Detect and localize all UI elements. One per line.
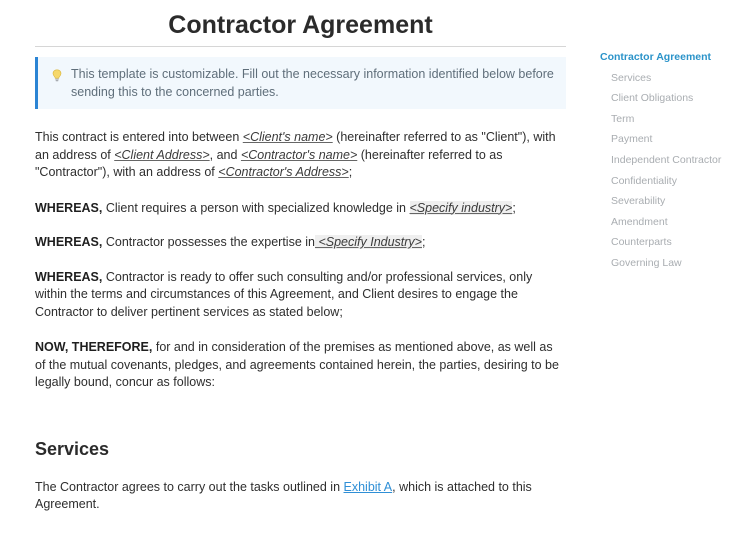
whereas-paragraph-3: [35, 269, 566, 322]
whereas-label: WHEREAS,: [35, 235, 103, 249]
now-therefore-label: NOW, THEREFORE,: [35, 340, 153, 354]
whereas-paragraph-2: [35, 234, 566, 252]
services-heading: Services: [35, 438, 110, 459]
industry-placeholder[interactable]: <Specify industry>: [409, 200, 513, 215]
toc-item-severability[interactable]: Severability: [611, 195, 666, 208]
text-span: for and in consideration of the premises as mentioned above, as well as of the mutual covenants, pledges, and agreements contained herein, the parties, desiring to be legally bound, concur as follows:: [35, 340, 559, 389]
text-span: Contractor possesses the expertise in: [102, 235, 315, 249]
toc-item-independent-contractor[interactable]: Independent Contractor: [611, 153, 722, 166]
text-span: ;: [512, 200, 516, 215]
exhibit-a-link[interactable]: Exhibit A: [343, 479, 393, 494]
contractor-name-placeholder[interactable]: <Contractor's name>: [240, 147, 358, 162]
callout-box: [35, 57, 566, 109]
toc-item-client-obligations[interactable]: Client Obligations: [611, 92, 694, 105]
text-span: This contract is entered into between: [35, 130, 243, 144]
table-of-contents: [600, 50, 745, 277]
intro-paragraph: [35, 129, 566, 182]
lightbulb-icon: [52, 69, 62, 87]
text-span: ;: [348, 165, 353, 179]
text-span: , and: [209, 147, 241, 162]
page-title: Contractor Agreement: [168, 11, 433, 39]
text-span: (hereinafter referred to as "Client"), with an address of: [35, 130, 556, 162]
client-name-placeholder[interactable]: <Client's name>: [242, 130, 333, 144]
client-address-placeholder[interactable]: <Client Address>: [114, 147, 210, 162]
text-span: Contractor is ready to offer such consulting and/or professional services, only within the terms and circumstances of this Agreement, and Client desires to engage the Contractor to deliver pertinent services as stated below;: [35, 269, 533, 319]
toc-item-confidentiality[interactable]: Confidentiality: [611, 174, 677, 187]
text-span: Client requires a person with specialized knowledge in: [102, 200, 410, 215]
toc-item-services[interactable]: Services: [611, 71, 652, 84]
toc-item-amendment[interactable]: Amendment: [611, 215, 668, 228]
toc-item-payment[interactable]: Payment: [611, 133, 653, 146]
services-paragraph: [35, 479, 566, 514]
industry-placeholder[interactable]: <Specify Industry>: [314, 235, 422, 249]
whereas-label: WHEREAS,: [35, 269, 103, 284]
toc-item-term[interactable]: Term: [611, 112, 635, 125]
text-span: (hereinafter referred to as "Contractor"), with an address of: [35, 147, 503, 179]
whereas-label: WHEREAS,: [35, 200, 103, 215]
text-span: The Contractor agrees to carry out the tasks outlined in: [35, 479, 344, 494]
title-divider: [35, 46, 566, 47]
toc-item-governing-law[interactable]: Governing Law: [611, 256, 682, 269]
now-therefore-paragraph: [35, 339, 566, 392]
contractor-address-placeholder[interactable]: <Contractor's Address>: [218, 165, 349, 179]
text-span: , which is attached to this Agreement.: [35, 479, 532, 511]
toc-item-counterparts[interactable]: Counterparts: [611, 236, 672, 249]
callout-text: This template is customizable. Fill out the necessary information identified below before sending this to the concerned parties.: [71, 67, 554, 99]
whereas-paragraph-1: [35, 200, 566, 218]
toc-item-contractor-agreement[interactable]: Contractor Agreement: [600, 51, 712, 63]
text-span: ;: [422, 235, 426, 249]
document-body: [35, 0, 566, 514]
